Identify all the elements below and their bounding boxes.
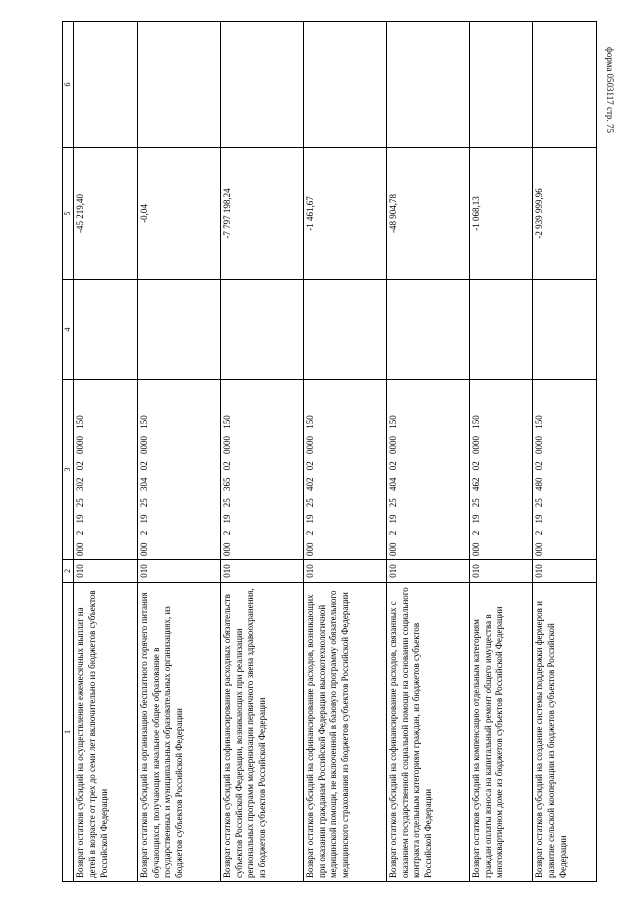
row-col6: [533, 22, 597, 148]
row-name: Возврат остатков субсидий на софинансирование расходов, возникающих при оказании гражданам Российской Федерации высокотехнологичной медицинской помощи, не включенной в базовую программу обязательного медицинского страхования из бюджетов субъектов Российской Федерации: [303, 583, 386, 882]
row-kbk: 000 2 19 25 462 02 0000 150: [469, 380, 533, 560]
row-col4: [220, 280, 303, 380]
form-number-label: форма 0503117 стр. 75: [605, 46, 615, 134]
column-header-6: 6: [63, 22, 74, 148]
report-table-container: [62, 22, 597, 882]
column-header-1: 1: [63, 583, 74, 882]
row-amount: -48 904,78: [386, 148, 469, 280]
row-code: 010: [303, 560, 386, 583]
report-table: [62, 21, 597, 882]
table-row: [533, 22, 597, 882]
row-name: Возврат остатков субсидий на софинансирование расходов, связанных с оказанием государственной социальной помощи на основании социального контракта отдельным категориям граждан, из бюджетов субъектов Российской Федерации: [386, 583, 469, 882]
row-kbk: 000 2 19 25 304 02 0000 150: [137, 380, 220, 560]
row-col6: [220, 22, 303, 148]
table-row: [303, 22, 386, 882]
table-row: [137, 22, 220, 882]
row-name: Возврат остатков субсидий на софинансирование расходных обязательств субъектов Российской Федерации, возникающих при реализации региональных программ модернизации первичного звена здравоохранения, из бюджетов субъектов Российской Федерации: [220, 583, 303, 882]
row-name: Возврат остатков субсидий на осуществление ежемесячных выплат на детей в возрасте от трех до семи лет включительно из бюджетов субъектов Российской Федерации: [74, 583, 138, 882]
row-amount: -1 068,13: [469, 148, 533, 280]
row-kbk: 000 2 19 25 302 02 0000 150: [74, 380, 138, 560]
row-amount: -7 797 198,24: [220, 148, 303, 280]
row-amount: -0,04: [137, 148, 220, 280]
row-amount: -45 219,40: [74, 148, 138, 280]
row-name: Возврат остатков субсидий на компенсацию отдельным категориям граждан оплаты взноса на капитальный ремонт общего имущества в многоквартирном доме из бюджетов субъектов Российской Федерации: [469, 583, 533, 882]
row-col4: [74, 280, 138, 380]
column-header-4: 4: [63, 280, 74, 380]
row-col6: [137, 22, 220, 148]
row-kbk: 000 2 19 25 404 02 0000 150: [386, 380, 469, 560]
row-kbk: 000 2 19 25 480 02 0000 150: [533, 380, 597, 560]
column-header-3: 3: [63, 380, 74, 560]
row-col4: [137, 280, 220, 380]
row-amount: -1 461,67: [303, 148, 386, 280]
row-code: 010: [137, 560, 220, 583]
row-code: 010: [469, 560, 533, 583]
row-col6: [469, 22, 533, 148]
row-code: 010: [220, 560, 303, 583]
column-number-row: [63, 22, 74, 882]
row-col4: [533, 280, 597, 380]
column-header-2: 2: [63, 560, 74, 583]
row-col6: [303, 22, 386, 148]
table-row: [386, 22, 469, 882]
table-row: [469, 22, 533, 882]
row-code: 010: [533, 560, 597, 583]
row-col6: [74, 22, 138, 148]
row-amount: -2 939 999,96: [533, 148, 597, 280]
row-col4: [469, 280, 533, 380]
row-kbk: 000 2 19 25 402 02 0000 150: [303, 380, 386, 560]
row-col4: [386, 280, 469, 380]
row-kbk: 000 2 19 25 365 02 0000 150: [220, 380, 303, 560]
table-row: [220, 22, 303, 882]
row-code: 010: [74, 560, 138, 583]
table-row: [74, 22, 138, 882]
row-name: Возврат остатков субсидий на создание системы поддержки фермеров и развитие сельской кооперации из бюджетов субъектов Российской Федерации: [533, 583, 597, 882]
row-col6: [386, 22, 469, 148]
column-header-5: 5: [63, 148, 74, 280]
row-name: Возврат остатков субсидий на организацию бесплатного горячего питания обучающихся, получающих начальное общее образование в государственных и муниципальных образовательных организациях, из бюджетов субъектов Российской Федерации: [137, 583, 220, 882]
row-code: 010: [386, 560, 469, 583]
row-col4: [303, 280, 386, 380]
